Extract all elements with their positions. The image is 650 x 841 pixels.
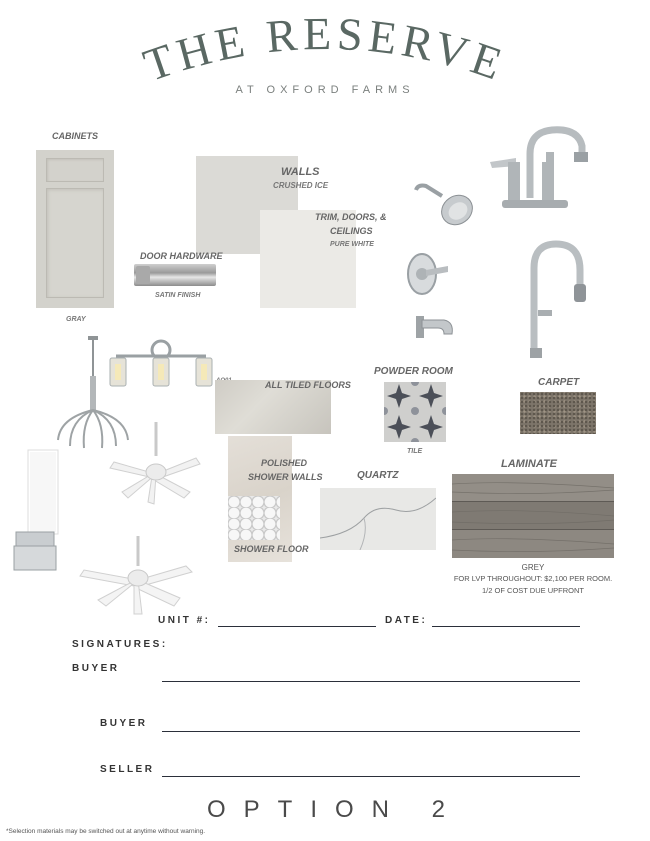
door-hardware-finish: SATIN FINISH xyxy=(155,292,201,299)
tub-spout-icon xyxy=(414,312,456,344)
laminate-label: LAMINATE xyxy=(501,458,558,470)
date-line[interactable] xyxy=(432,626,580,627)
title-arc xyxy=(130,18,520,88)
cabinet-door-image xyxy=(36,150,114,308)
seller-signature-line[interactable] xyxy=(162,776,580,777)
laminate-color: GREY xyxy=(521,563,545,572)
powder-room-tile xyxy=(384,382,446,442)
buyer-2-label: BUYER xyxy=(100,718,148,729)
walls-color: CRUSHED ICE xyxy=(273,181,329,190)
shower-head-icon xyxy=(410,180,476,236)
page-subtitle: AT OXFORD FARMS xyxy=(235,84,415,96)
walls-label: WALLS xyxy=(281,166,320,178)
shower-walls-label-1: POLISHED xyxy=(261,458,308,468)
seller-label: SELLER xyxy=(100,764,155,775)
laminate-swatch xyxy=(452,474,614,558)
faucet-icon xyxy=(486,124,594,216)
quartz-label: QUARTZ xyxy=(357,470,399,481)
trim-swatch xyxy=(260,210,356,308)
cabinet-color: GRAY xyxy=(66,316,86,323)
ceiling-fan-icon xyxy=(104,422,208,506)
shower-valve-icon xyxy=(404,250,452,298)
carpet-swatch xyxy=(520,392,596,434)
door-handle-image xyxy=(134,264,216,286)
ceiling-fan-icon-2 xyxy=(76,536,200,616)
unit-label: UNIT #: xyxy=(158,615,211,626)
date-label: DATE: xyxy=(385,615,428,626)
powder-room-note: TILE xyxy=(407,448,423,455)
trim-label-2: CEILINGS xyxy=(330,226,373,236)
unit-line[interactable] xyxy=(218,626,376,627)
kitchen-faucet-icon xyxy=(516,238,592,362)
signatures-label: SIGNATURES: xyxy=(72,639,168,650)
powder-room-label: POWDER ROOM xyxy=(374,366,453,377)
shower-floor-label: SHOWER FLOOR xyxy=(234,544,309,554)
sconce-icon xyxy=(10,446,60,574)
carpet-label: CARPET xyxy=(538,377,580,388)
trim-label-1: TRIM, DOORS, & xyxy=(315,212,387,222)
quartz-swatch xyxy=(320,488,436,550)
trim-color: PURE WHITE xyxy=(330,241,374,248)
door-hardware-label: DOOR HARDWARE xyxy=(140,251,223,261)
svg-text:THE RESERVE xyxy=(137,18,512,88)
vanity-light-icon xyxy=(106,338,216,390)
buyer-2-signature-line[interactable] xyxy=(162,731,580,732)
disclaimer: *Selection materials may be switched out at anytime without warning. xyxy=(6,828,206,835)
option-title: OPTION 2 xyxy=(206,796,464,823)
laminate-note-2: 1/2 OF COST DUE UPFRONT xyxy=(482,586,584,595)
laminate-note-1: FOR LVP THROUGHOUT: $2,100 PER ROOM. xyxy=(453,574,613,583)
buyer-1-label: BUYER xyxy=(72,663,120,674)
shower-floor-swatch xyxy=(228,496,280,540)
page-title: THE RESERVE xyxy=(137,18,513,88)
tiled-floors-label: ALL TILED FLOORS xyxy=(265,380,351,390)
buyer-1-signature-line[interactable] xyxy=(162,681,580,682)
cabinets-label: CABINETS xyxy=(52,131,99,141)
shower-walls-label-2: SHOWER WALLS xyxy=(248,472,323,482)
